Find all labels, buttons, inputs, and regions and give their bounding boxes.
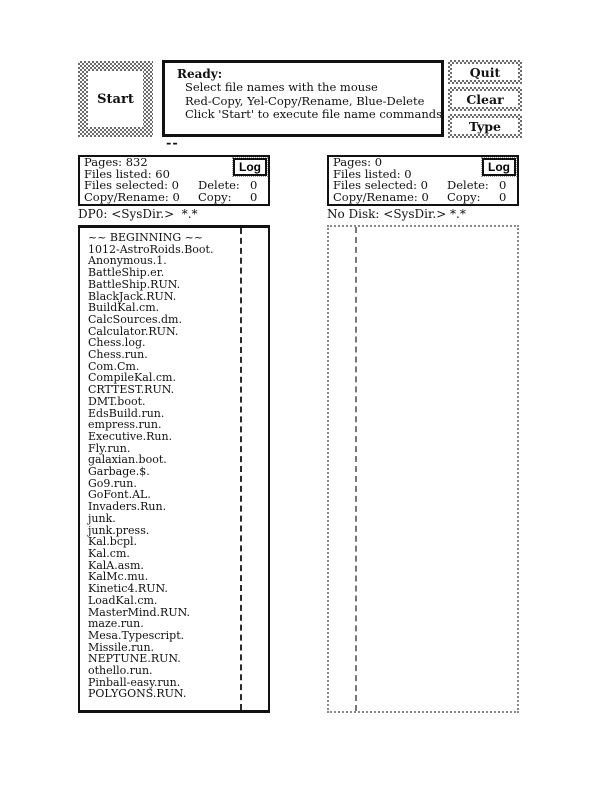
list-item[interactable]: GoFont.AL. <box>88 488 151 502</box>
list-item[interactable]: CompileKal.cm. <box>88 371 176 385</box>
list-item[interactable]: Invaders.Run. <box>88 500 167 514</box>
files-listed-value: 0 <box>404 166 412 181</box>
files-selected-value: 0 <box>420 178 428 193</box>
list-item[interactable]: Go9.run. <box>88 476 137 490</box>
message-panel <box>162 60 444 137</box>
files-listed-value: 60 <box>155 166 170 181</box>
list-item[interactable]: Kinetic4.RUN. <box>88 582 168 596</box>
list-item[interactable]: maze.run. <box>88 617 144 631</box>
delete-label: Delete: <box>198 178 240 193</box>
list-item[interactable]: POLYGONS.RUN. <box>88 687 187 701</box>
list-item[interactable]: BlackJack.RUN. <box>88 289 177 303</box>
quit-button-label: Quit <box>452 64 518 80</box>
left-file-list-box <box>78 225 270 713</box>
list-item[interactable]: MasterMind.RUN. <box>88 605 191 619</box>
left-log-button[interactable]: Log <box>233 158 267 176</box>
list-item[interactable]: Pinball-easy.run. <box>88 675 181 689</box>
list-item[interactable]: BattleShip.er. <box>88 266 165 280</box>
left-file-list <box>80 228 240 710</box>
copy-label: Copy: <box>198 189 232 204</box>
right-directory-header: No Disk: <SysDir.> *.* <box>327 207 466 221</box>
quit-button[interactable] <box>448 60 522 84</box>
instruction-line-1: Select file names with the mouse <box>185 80 378 94</box>
list-item[interactable]: Calculator.RUN. <box>88 324 179 338</box>
instruction-line-2: Red-Copy, Yel-Copy/Rename, Blue-Delete <box>185 93 425 108</box>
clear-button-label: Clear <box>452 91 518 107</box>
right-stats-panel <box>327 155 519 206</box>
list-item[interactable]: Chess.run. <box>88 348 148 362</box>
copy-rename-value: 0 <box>172 189 180 204</box>
type-button[interactable] <box>448 114 522 138</box>
list-item[interactable]: Missile.run. <box>88 640 155 654</box>
list-item[interactable]: Kal.cm. <box>88 546 130 560</box>
list-item[interactable]: junk.press. <box>88 523 150 537</box>
list-item[interactable]: KalA.asm. <box>88 558 144 572</box>
copy-label: Copy: <box>447 189 481 204</box>
list-item[interactable]: Chess.log. <box>88 336 146 350</box>
files-selected-label: Files selected: <box>84 178 168 193</box>
list-item[interactable]: BattleShip.RUN. <box>88 277 181 291</box>
list-item[interactable]: junk. <box>88 511 116 525</box>
left-stats-panel <box>78 155 270 206</box>
list-item[interactable]: EdsBuild.run. <box>88 406 165 420</box>
right-file-list <box>359 227 517 711</box>
ready-status: Ready: <box>177 67 223 81</box>
list-item[interactable]: CRTTEST.RUN. <box>88 383 175 397</box>
list-item[interactable]: NEPTUNE.RUN. <box>88 652 181 666</box>
delete-label: Delete: <box>447 178 489 193</box>
pages-value: 832 <box>125 155 148 169</box>
pages-value: 0 <box>374 155 383 169</box>
list-item[interactable]: Anonymous.1. <box>88 254 167 268</box>
list-item[interactable]: Kal.bcpl. <box>88 535 138 549</box>
copy-rename-value: 0 <box>421 189 429 204</box>
list-item[interactable]: galaxian.boot. <box>88 453 167 467</box>
copy-value: 0 <box>250 189 258 204</box>
copy-rename-label: Copy/Rename: <box>333 189 418 204</box>
copy-value: 0 <box>499 189 507 204</box>
list-item[interactable]: CalcSources.dm. <box>88 312 182 326</box>
right-scrollbar[interactable] <box>329 227 355 711</box>
left-directory-header: DP0: <SysDir.> *.* <box>78 207 198 221</box>
instruction-line-3: Click 'Start' to execute file name commands <box>185 107 443 121</box>
right-log-button[interactable]: Log <box>482 158 516 176</box>
list-item[interactable]: Executive.Run. <box>88 429 173 443</box>
delete-value: 0 <box>250 178 258 193</box>
pages-label: Pages: <box>333 155 372 169</box>
list-item[interactable]: DMT.boot. <box>88 394 146 408</box>
files-listed-label: Files listed: <box>333 166 401 181</box>
right-scrollbar-divider <box>355 227 357 711</box>
files-selected-value: 0 <box>171 178 179 193</box>
start-button[interactable] <box>78 61 153 137</box>
files-listed-label: Files listed: <box>84 166 152 181</box>
right-file-list-box <box>327 225 519 713</box>
start-button-label: Start <box>88 71 143 127</box>
list-item[interactable]: ~~ BEGINNING ~~ <box>88 231 204 244</box>
delete-value: 0 <box>499 178 507 193</box>
left-copy-rename-row <box>80 189 268 204</box>
clear-button[interactable] <box>448 87 522 111</box>
copy-rename-label: Copy/Rename: <box>84 189 169 204</box>
list-item[interactable]: empress.run. <box>88 418 162 432</box>
list-item[interactable]: Mesa.Typescript. <box>88 628 185 642</box>
files-selected-label: Files selected: <box>333 178 417 193</box>
list-item[interactable]: BuildKal.cm. <box>88 301 160 315</box>
cursor-dashes: -- <box>166 136 179 151</box>
list-item[interactable]: Fly.run. <box>88 441 131 455</box>
list-item[interactable]: 1012-AstroRoids.Boot. <box>88 242 214 256</box>
list-item[interactable]: Com.Cm. <box>88 359 140 373</box>
left-scrollbar[interactable] <box>242 228 268 710</box>
list-item[interactable]: KalMc.mu. <box>88 570 149 584</box>
pages-label: Pages: <box>84 155 123 169</box>
list-item[interactable]: othello.run. <box>88 664 153 678</box>
list-item[interactable]: Garbage.$. <box>88 465 150 479</box>
type-button-label: Type <box>452 118 518 134</box>
right-copy-rename-row <box>329 189 517 204</box>
list-item[interactable]: LoadKal.cm. <box>88 593 158 607</box>
